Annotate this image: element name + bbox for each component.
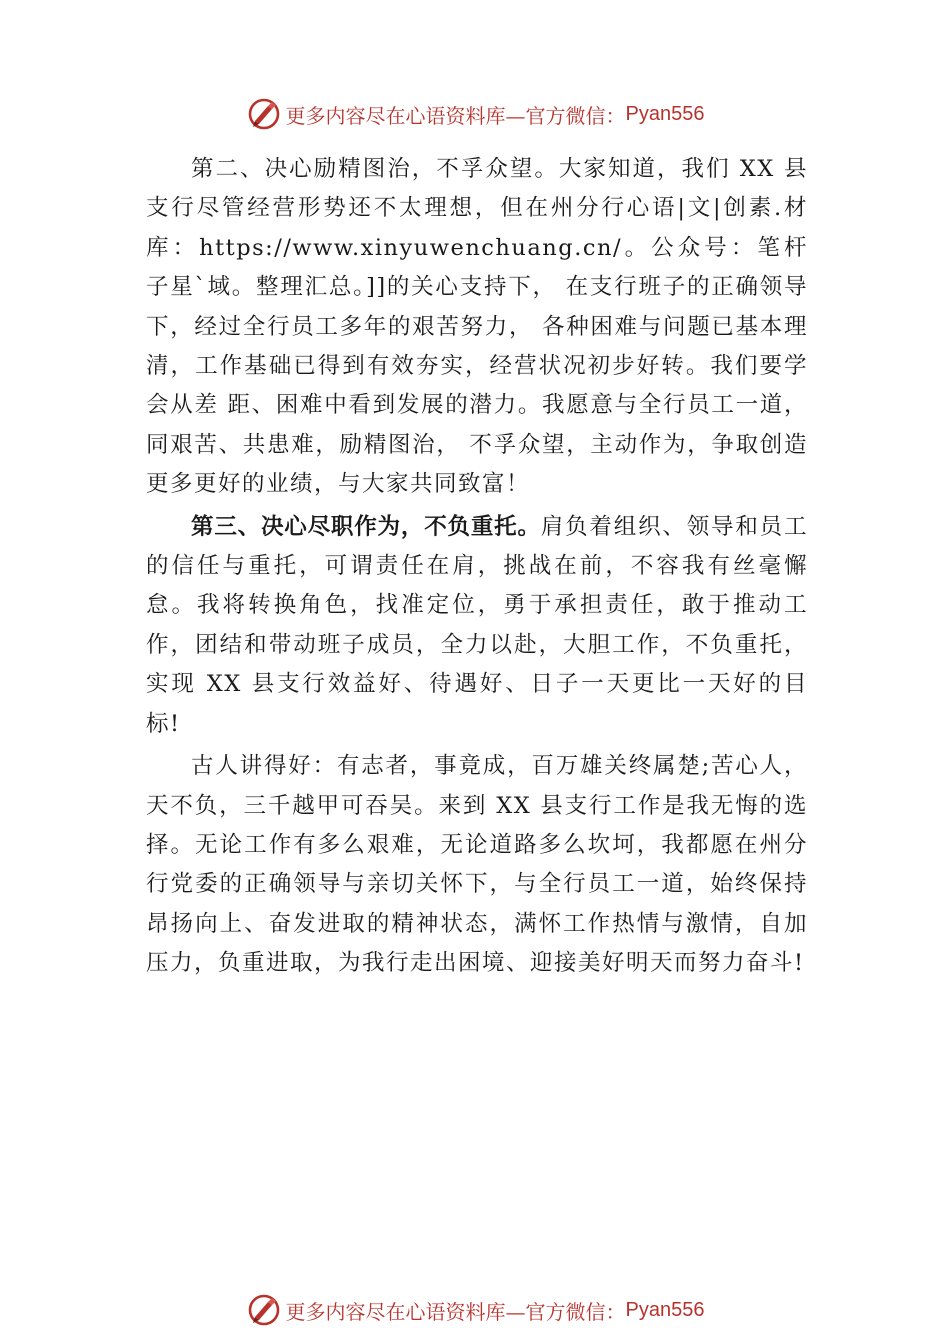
paragraph-body: 第二、决心励精图治，不孚众望。大家知道，我们 XX 县支行尽管经营形势还不太理想，但在州分行心语|文|创素.材库：https://www.xinyuwenchuang.cn/。公众号：笔杆子星`域。整理汇总。]]的关心支持下， 在支行班子的正确领导下，经过全行员工多年的艰苦努力， 各种困难与问题已基本理清，工作基础已得到有效夯实，经营状况初步好转。我们要学会从差 距、困难中看到发展的潜力。我愿意与全行员工一道，同艰苦、共患难，励精图治， 不孚众望，主动作为，争取创造更多更好的业绩，与大家共同致富！ — [146, 156, 808, 498]
footer-banner-text: 更多内容尽在心语资料库—官方微信： — [285, 1299, 626, 1324]
footer-banner — [0, 1288, 950, 1332]
pen-logo-icon — [246, 96, 282, 132]
document-body — [146, 150, 808, 984]
paragraph-lead: 第三、决心尽职作为，不负重托。 — [191, 513, 541, 540]
paragraph-body: 肩负着组织、领导和员工的信任与重托，可谓责任在肩，挑战在前，不容我有丝毫懈怠。我将转换角色，找准定位，勇于承担责任，敢于推动工作，团结和带动班子成员，全力以赴，大胆工作，不负重托，实现 XX 县支行效益好、待遇好、日子一天更比一天好的目标! — [146, 513, 808, 737]
paragraph-body: 古人讲得好：有志者，事竟成，百万雄关终属楚;苦心人，天不负，三千越甲可吞吴。来到 XX 县支行工作是我无悔的选择。无论工作有多么艰难，无论道路多么坎坷，我都愿在州分行党委的正确领导与亲切关怀下，与全行员工一道，始终保持昂扬向上、奋发进取的精神状态，满怀工作热情与激情，自加压力，负重进取，为我行走出困境、迎接美好明天而努力奋斗! — [146, 753, 808, 977]
paragraph-third — [146, 508, 808, 744]
header-banner-wechat-id: Pyan556 — [625, 102, 705, 125]
pen-logo-icon — [246, 1292, 282, 1328]
footer-banner-wechat-id: Pyan556 — [625, 1298, 705, 1321]
header-banner — [0, 92, 950, 136]
paragraph-second — [146, 150, 808, 505]
paragraph-conclusion — [146, 747, 808, 983]
header-banner-text: 更多内容尽在心语资料库—官方微信： — [285, 103, 626, 128]
